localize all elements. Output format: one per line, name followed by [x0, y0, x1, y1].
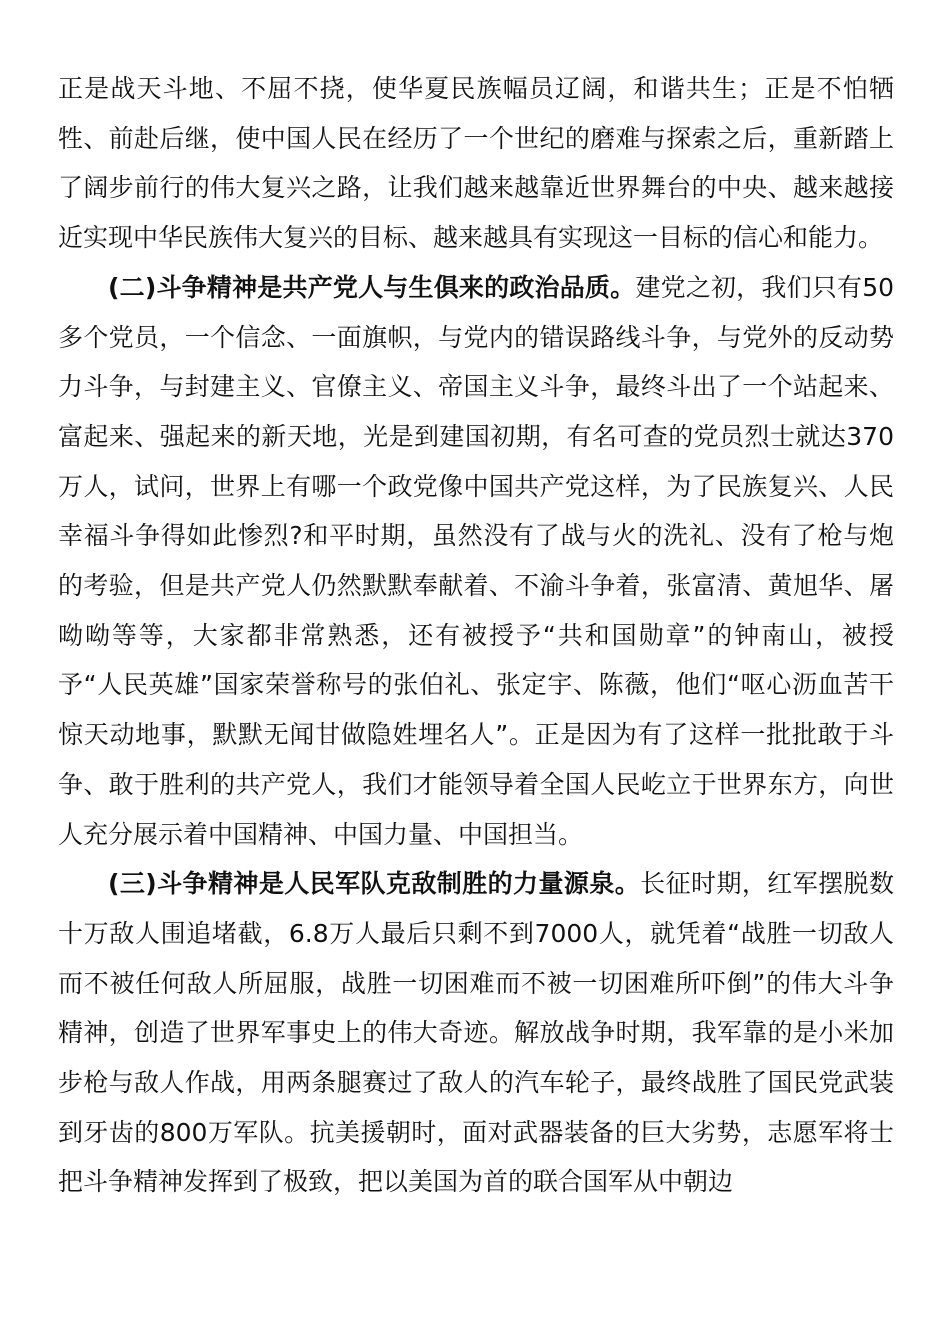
- section-heading: (三)斗争精神是人民军队克敌制胜的力量源泉。: [108, 869, 641, 899]
- paragraph-section-two: [58, 263, 894, 859]
- paragraph-text: 正是战天斗地、不屈不挠，使华夏民族幅员辽阔，和谐共生；正是不怕牺牲、前赴后继，使中国人民在经历了一个世纪的磨难与探索之后，重新踏上了阔步前行的伟大复兴之路，让我们越来越靠近世界舞台的中央、越来越接近实现中华民族伟大复兴的目标、越来越具有实现这一目标的信心和能力。: [58, 74, 894, 253]
- section-heading: (二)斗争精神是共产党人与生俱来的政治品质。: [108, 272, 636, 302]
- paragraph-text: 长征时期，红军摆脱数十万敌人围追堵截，6.8万人最后只剩不到7000人，就凭着“战胜一切敌人而不被任何敌人所屈服，战胜一切困难而不被一切困难所吓倒”的伟大斗争精神，创造了世界军事史上的伟大奇迹。解放战争时期，我军靠的是小米加步枪与敌人作战，用两条腿赛过了敌人的汽车轮子，最终战胜了国民党武装到牙齿的800万军队。抗美援朝时，面对武器装备的巨大劣势，志愿军将士把斗争精神发挥到了极致，把以美国为首的联合国军从中朝边: [58, 869, 894, 1197]
- paragraph-section-three: [58, 859, 894, 1207]
- paragraph-text: 建党之初，我们只有50多个党员，一个信念、一面旗帜，与党内的错误路线斗争，与党外的反动势力斗争，与封建主义、官僚主义、帝国主义斗争，最终斗出了一个站起来、富起来、强起来的新天地，光是到建国初期，有名可查的党员烈士就达370万人，试问，世界上有哪一个政党像中国共产党这样，为了民族复兴、人民幸福斗争得如此惨烈?和平时期，虽然没有了战与火的洗礼、没有了枪与炮的考验，但是共产党人仍然默默奉献着、不渝斗争着，张富清、黄旭华、屠呦呦等等，大家都非常熟悉，还有被授予“共和国勋章”的钟南山，被授予“人民英雄”国家荣誉称号的张伯礼、张定宇、陈薇，他们“呕心沥血苦干惊天动地事，默默无闻甘做隐姓埋名人”。正是因为有了这样一批批敢于斗争、敢于胜利的共产党人，我们才能领导着全国人民屹立于世界东方，向世人充分展示着中国精神、中国力量、中国担当。: [58, 272, 895, 849]
- document-body: [58, 64, 894, 1207]
- paragraph-continuation: [58, 64, 894, 263]
